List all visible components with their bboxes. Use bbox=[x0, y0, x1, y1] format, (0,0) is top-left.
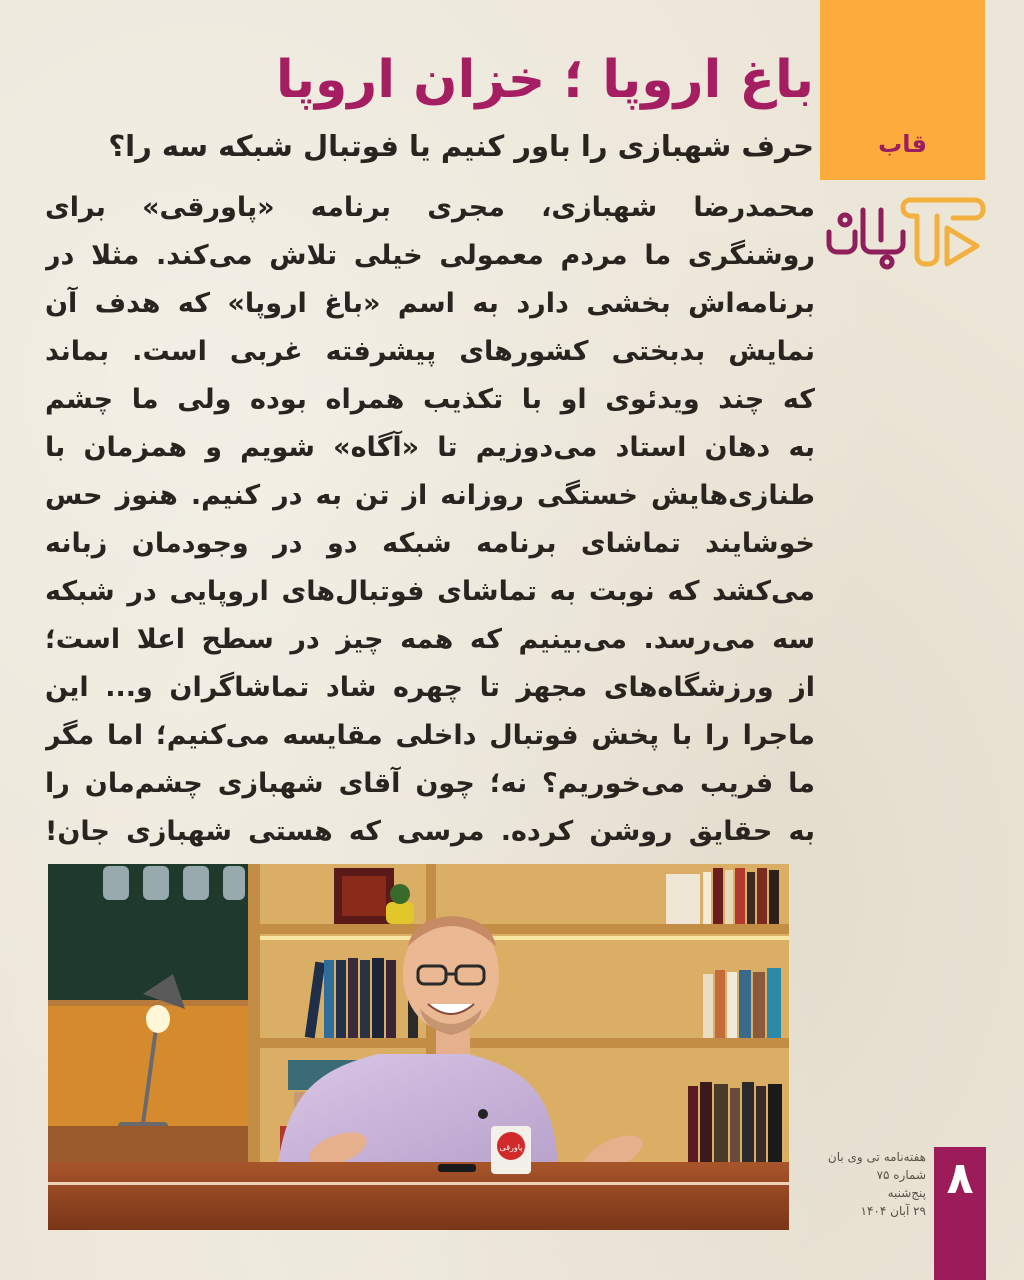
body-line: خوشایند تماشای برنامه شبکه دو در وجودمان زبانه bbox=[45, 528, 815, 559]
body-line: ما فریب می‌خوریم؟ نه؛ چون آقای شهبازی چشم‌مان را bbox=[45, 768, 815, 799]
body-line: نمایش بدبختی کشورهای پیشرفته غربی است. بماند bbox=[45, 336, 815, 367]
issue-info bbox=[790, 1148, 926, 1220]
tv-play-logo-icon bbox=[823, 192, 988, 270]
page-number-tab bbox=[934, 1147, 986, 1280]
article-photo bbox=[48, 864, 789, 1230]
section-tab bbox=[820, 0, 985, 180]
publication-name: هفته‌نامه تی وی بان bbox=[827, 1150, 926, 1164]
section-label: قاب bbox=[878, 130, 927, 158]
issue-number: شماره ۷۵ bbox=[876, 1168, 926, 1182]
body-line: به دهان استاد می‌دوزیم تا «آگاه» شویم و همزمان با bbox=[45, 432, 815, 463]
body-line: روشنگری ما مردم معمولی خیلی تلاش می‌کند. مثلا در bbox=[45, 240, 815, 271]
mug-logo-text: پاورقی bbox=[499, 1143, 523, 1152]
page-number: ۸ bbox=[946, 1153, 974, 1204]
article-body bbox=[45, 184, 815, 856]
body-line: از ورزشگاه‌های مجهز تا چهره شاد تماشاگران و... این bbox=[45, 672, 815, 703]
issue-date: ۲۹ آبان ۱۴۰۴ bbox=[860, 1204, 926, 1218]
body-line: ماجرا را با پخش فوتبال داخلی مقایسه می‌کنیم؛ اما مگر bbox=[45, 720, 815, 751]
body-line: سه می‌رسد. می‌بینیم که همه چیز در سطح اعلا است؛ bbox=[45, 624, 815, 655]
body-line: برنامه‌اش بخشی دارد به اسم «باغ اروپا» که هدف آن bbox=[45, 288, 815, 319]
body-line: محمدرضا شهبازی، مجری برنامه «پاورقی» برای bbox=[45, 192, 815, 223]
body-line: که چند ویدئوی او با تکذیب همراه بوده ولی ما چشم bbox=[45, 384, 815, 415]
headline: باغ اروپا ؛ خزان اروپا bbox=[275, 50, 814, 110]
issue-weekday: پنج‌شنبه bbox=[887, 1186, 926, 1200]
studio-host-photo bbox=[48, 864, 789, 1230]
body-line: به حقایق روشن کرده. مرسی که هستی شهبازی جان! bbox=[45, 816, 815, 847]
tv-ban-logo bbox=[823, 192, 988, 270]
body-line: می‌کشد که نوبت به تماشای فوتبال‌های اروپایی در شبکه bbox=[45, 576, 815, 607]
subheadline: حرف شهبازی را باور کنیم یا فوتبال شبکه سه را؟ bbox=[108, 129, 814, 163]
body-line: طنازی‌هایش خستگی روزانه از تن به در کنیم. هنوز حس bbox=[45, 480, 815, 511]
